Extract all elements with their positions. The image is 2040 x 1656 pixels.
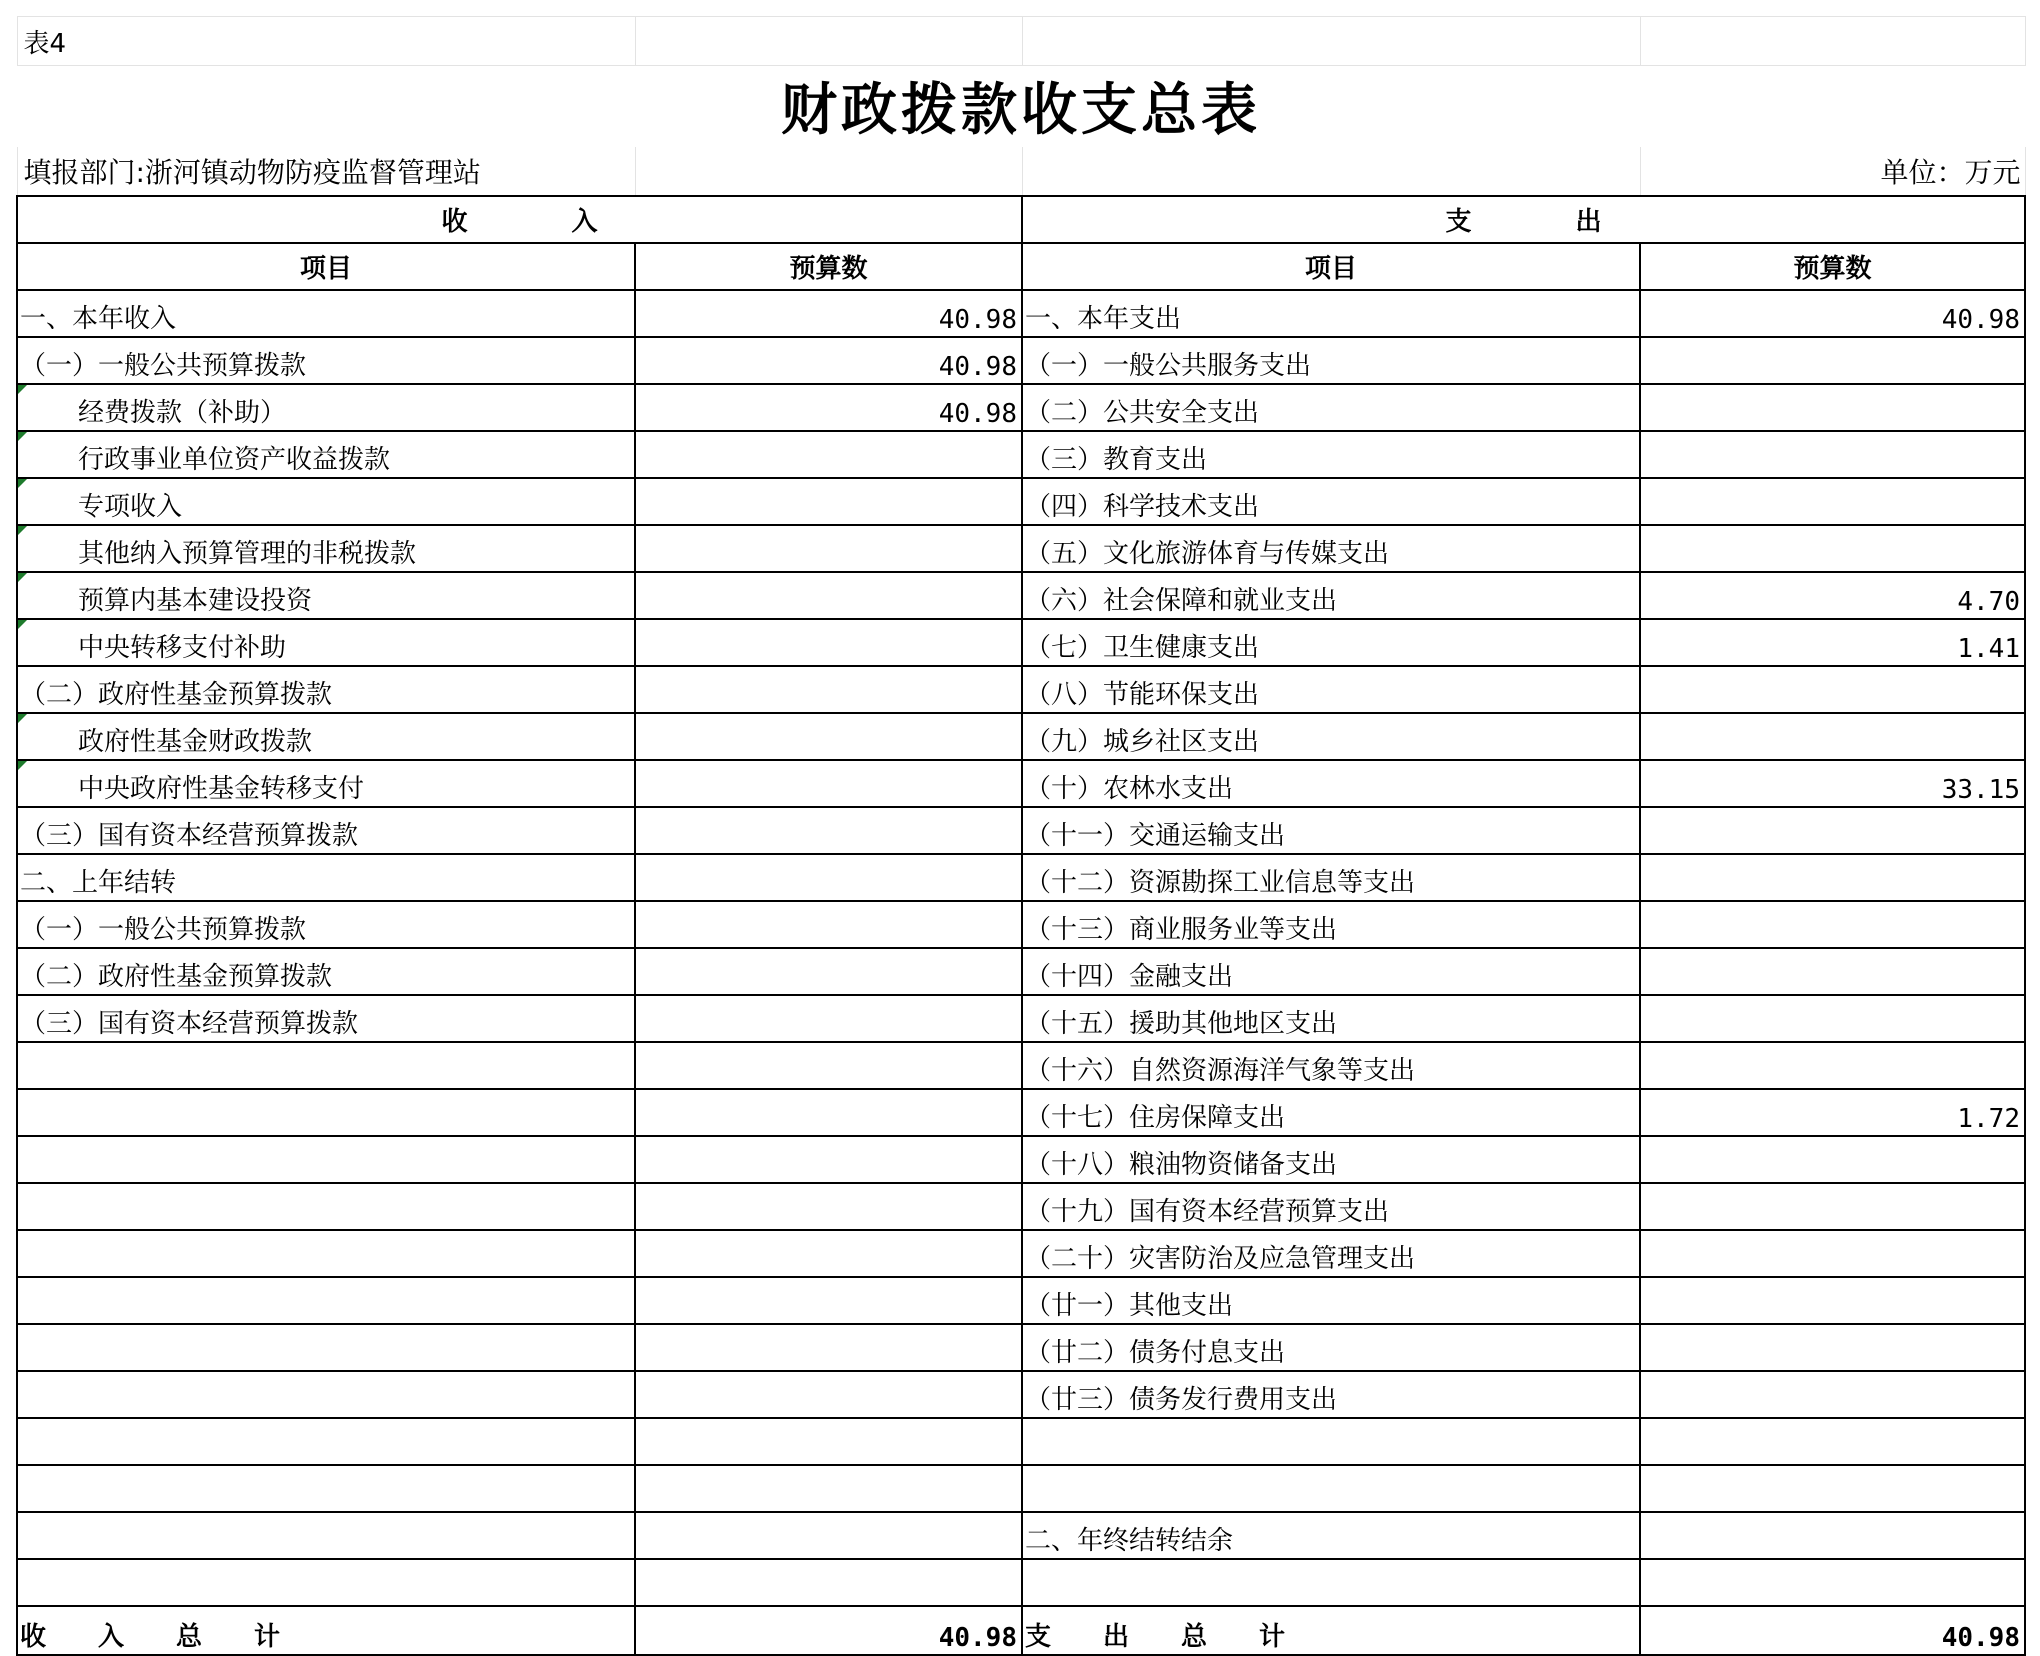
unit-label: 单位：万元 bbox=[1640, 147, 2025, 197]
expense-item-cell[interactable]: （廿三）债务发行费用支出 bbox=[1022, 1371, 1640, 1418]
expense-item-cell[interactable] bbox=[1022, 1559, 1640, 1606]
cell-comment-flag bbox=[18, 385, 27, 394]
total-row bbox=[17, 1606, 2025, 1655]
expense-item-cell[interactable]: （十五）援助其他地区支出 bbox=[1022, 995, 1640, 1042]
expense-item-cell[interactable]: （十四）金融支出 bbox=[1022, 948, 1640, 995]
income-total-label[interactable]: 收 入 总 计 bbox=[17, 1606, 635, 1655]
table-row bbox=[17, 1277, 2025, 1324]
expense-budget-cell[interactable] bbox=[1640, 666, 2025, 713]
cell-comment-flag bbox=[18, 432, 27, 441]
expense-budget-cell[interactable] bbox=[1640, 1136, 2025, 1183]
income-item-cell[interactable]: （三）国有资本经营预算拨款 bbox=[17, 807, 635, 854]
expense-item-cell[interactable]: （七）卫生健康支出 bbox=[1022, 619, 1640, 666]
income-item-cell[interactable]: 中央政府性基金转移支付 bbox=[17, 760, 635, 807]
table-row bbox=[17, 1512, 2025, 1559]
income-item-cell[interactable] bbox=[17, 1512, 635, 1559]
expense-item-cell[interactable]: （九）城乡社区支出 bbox=[1022, 713, 1640, 760]
table-row bbox=[17, 290, 2025, 337]
income-budget-cell[interactable] bbox=[635, 1136, 1022, 1183]
income-item-cell[interactable]: （二）政府性基金预算拨款 bbox=[17, 666, 635, 713]
income-budget-cell[interactable] bbox=[635, 1324, 1022, 1371]
income-item-cell[interactable]: 行政事业单位资产收益拨款 bbox=[17, 431, 635, 478]
expense-budget-cell[interactable] bbox=[1640, 384, 2025, 431]
expense-item-cell[interactable]: （八）节能环保支出 bbox=[1022, 666, 1640, 713]
expense-budget-cell[interactable] bbox=[1640, 337, 2025, 384]
expense-budget-cell[interactable] bbox=[1640, 1465, 2025, 1512]
table-row bbox=[17, 1418, 2025, 1465]
expense-item-cell[interactable] bbox=[1022, 1465, 1640, 1512]
table-row bbox=[17, 995, 2025, 1042]
expense-section-header: 支 出 bbox=[1022, 196, 2025, 243]
table-row bbox=[17, 619, 2025, 666]
income-item-cell[interactable] bbox=[17, 1277, 635, 1324]
expense-item-cell[interactable] bbox=[1022, 1418, 1640, 1465]
empty-cell[interactable] bbox=[1022, 147, 1640, 197]
income-item-cell[interactable]: （一）一般公共预算拨款 bbox=[17, 901, 635, 948]
table-row bbox=[17, 1230, 2025, 1277]
expense-budget-cell[interactable] bbox=[1640, 1324, 2025, 1371]
income-item-cell[interactable] bbox=[17, 1559, 635, 1606]
income-budget-cell[interactable]: 40.98 bbox=[635, 290, 1022, 337]
table-row bbox=[17, 1371, 2025, 1418]
expense-item-cell[interactable]: （十一）交通运输支出 bbox=[1022, 807, 1640, 854]
income-section-header: 收 入 bbox=[17, 196, 1022, 243]
income-budget-cell[interactable] bbox=[635, 666, 1022, 713]
expense-item-cell[interactable]: （五）文化旅游体育与传媒支出 bbox=[1022, 525, 1640, 572]
expense-budget-cell[interactable] bbox=[1640, 1230, 2025, 1277]
expense-budget-cell[interactable]: 33.15 bbox=[1640, 760, 2025, 807]
table-row bbox=[17, 1042, 2025, 1089]
income-item-cell[interactable] bbox=[17, 1183, 635, 1230]
income-budget-cell[interactable] bbox=[635, 572, 1022, 619]
table-row bbox=[17, 1183, 2025, 1230]
table-row bbox=[17, 384, 2025, 431]
cell-comment-flag bbox=[18, 479, 27, 488]
table-row bbox=[17, 760, 2025, 807]
expense-budget-cell[interactable] bbox=[1640, 1559, 2025, 1606]
income-item-cell[interactable]: 专项收入 bbox=[17, 478, 635, 525]
expense-budget-cell[interactable]: 40.98 bbox=[1640, 290, 2025, 337]
table-row bbox=[17, 807, 2025, 854]
income-item-cell[interactable]: （三）国有资本经营预算拨款 bbox=[17, 995, 635, 1042]
budget-table bbox=[16, 16, 2026, 1656]
table-row bbox=[17, 1465, 2025, 1512]
income-budget-cell[interactable] bbox=[635, 431, 1022, 478]
expense-item-cell[interactable]: （十三）商业服务业等支出 bbox=[1022, 901, 1640, 948]
income-budget-header: 预算数 bbox=[635, 243, 1022, 290]
expense-item-cell[interactable]: （十六）自然资源海洋气象等支出 bbox=[1022, 1042, 1640, 1089]
page-title: 财政拨款收支总表 bbox=[17, 66, 2025, 147]
expense-budget-cell[interactable] bbox=[1640, 854, 2025, 901]
income-budget-cell[interactable] bbox=[635, 854, 1022, 901]
expense-budget-cell[interactable] bbox=[1640, 1183, 2025, 1230]
table-row bbox=[17, 713, 2025, 760]
income-item-header: 项目 bbox=[17, 243, 635, 290]
empty-cell[interactable] bbox=[1640, 17, 2025, 66]
income-budget-cell[interactable] bbox=[635, 713, 1022, 760]
table-row bbox=[17, 431, 2025, 478]
expense-budget-cell[interactable]: 1.41 bbox=[1640, 619, 2025, 666]
table-row bbox=[17, 1324, 2025, 1371]
income-total-value[interactable]: 40.98 bbox=[635, 1606, 1022, 1655]
income-budget-cell[interactable] bbox=[635, 948, 1022, 995]
table-row bbox=[17, 1089, 2025, 1136]
income-budget-cell[interactable] bbox=[635, 1418, 1022, 1465]
income-item-cell[interactable]: 一、本年收入 bbox=[17, 290, 635, 337]
income-budget-cell[interactable] bbox=[635, 1465, 1022, 1512]
empty-cell[interactable] bbox=[1022, 17, 1640, 66]
expense-item-cell[interactable]: （六）社会保障和就业支出 bbox=[1022, 572, 1640, 619]
table-row bbox=[17, 525, 2025, 572]
empty-cell[interactable] bbox=[635, 17, 1022, 66]
income-budget-cell[interactable] bbox=[635, 1512, 1022, 1559]
income-item-cell[interactable] bbox=[17, 1324, 635, 1371]
expense-item-cell[interactable]: （三）教育支出 bbox=[1022, 431, 1640, 478]
cell-comment-flag bbox=[18, 620, 27, 629]
income-item-cell[interactable] bbox=[17, 1371, 635, 1418]
expense-budget-cell[interactable]: 4.70 bbox=[1640, 572, 2025, 619]
expense-budget-cell[interactable] bbox=[1640, 713, 2025, 760]
empty-cell[interactable] bbox=[635, 147, 1022, 197]
income-budget-cell[interactable] bbox=[635, 995, 1022, 1042]
income-budget-cell[interactable] bbox=[635, 478, 1022, 525]
income-budget-cell[interactable] bbox=[635, 1183, 1022, 1230]
table-row bbox=[17, 854, 2025, 901]
income-budget-cell[interactable]: 40.98 bbox=[635, 337, 1022, 384]
cell-comment-flag bbox=[18, 714, 27, 723]
expense-budget-cell[interactable] bbox=[1640, 478, 2025, 525]
expense-item-cell[interactable]: （十八）粮油物资储备支出 bbox=[1022, 1136, 1640, 1183]
income-item-cell[interactable]: 预算内基本建设投资 bbox=[17, 572, 635, 619]
income-budget-cell[interactable] bbox=[635, 901, 1022, 948]
expense-budget-cell[interactable] bbox=[1640, 525, 2025, 572]
expense-budget-cell[interactable] bbox=[1640, 431, 2025, 478]
income-item-cell[interactable] bbox=[17, 1230, 635, 1277]
expense-item-cell[interactable]: （十）农林水支出 bbox=[1022, 760, 1640, 807]
income-item-cell[interactable]: 其他纳入预算管理的非税拨款 bbox=[17, 525, 635, 572]
department-label: 填报部门:浙河镇动物防疫监督管理站 bbox=[17, 147, 635, 197]
income-item-cell[interactable] bbox=[17, 1042, 635, 1089]
expense-item-header: 项目 bbox=[1022, 243, 1640, 290]
sheet-label: 表4 bbox=[17, 17, 635, 66]
income-budget-cell[interactable] bbox=[635, 1042, 1022, 1089]
expense-item-cell[interactable]: （二）公共安全支出 bbox=[1022, 384, 1640, 431]
expense-budget-header: 预算数 bbox=[1640, 243, 2025, 290]
income-item-cell[interactable]: 二、上年结转 bbox=[17, 854, 635, 901]
income-item-cell[interactable] bbox=[17, 1089, 635, 1136]
income-budget-cell[interactable] bbox=[635, 1277, 1022, 1324]
income-budget-cell[interactable]: 40.98 bbox=[635, 384, 1022, 431]
expense-budget-cell[interactable] bbox=[1640, 807, 2025, 854]
income-item-cell[interactable]: 经费拨款（补助） bbox=[17, 384, 635, 431]
income-item-cell[interactable] bbox=[17, 1136, 635, 1183]
expense-budget-cell[interactable] bbox=[1640, 1418, 2025, 1465]
cell-comment-flag bbox=[18, 526, 27, 535]
expense-item-cell[interactable]: （廿二）债务付息支出 bbox=[1022, 1324, 1640, 1371]
expense-item-cell[interactable]: （一）一般公共服务支出 bbox=[1022, 337, 1640, 384]
table-row bbox=[17, 478, 2025, 525]
income-budget-cell[interactable] bbox=[635, 760, 1022, 807]
income-budget-cell[interactable] bbox=[635, 525, 1022, 572]
table-row bbox=[17, 666, 2025, 713]
expense-total-label[interactable]: 支 出 总 计 bbox=[1022, 1606, 1640, 1655]
income-budget-cell[interactable] bbox=[635, 807, 1022, 854]
expense-budget-cell[interactable] bbox=[1640, 1277, 2025, 1324]
expense-item-cell[interactable]: （廿一）其他支出 bbox=[1022, 1277, 1640, 1324]
table-row bbox=[17, 1136, 2025, 1183]
income-budget-cell[interactable] bbox=[635, 1089, 1022, 1136]
expense-budget-cell[interactable] bbox=[1640, 995, 2025, 1042]
expense-total-value[interactable]: 40.98 bbox=[1640, 1606, 2025, 1655]
expense-budget-cell[interactable] bbox=[1640, 1042, 2025, 1089]
table-row bbox=[17, 948, 2025, 995]
income-budget-cell[interactable] bbox=[635, 1230, 1022, 1277]
expense-item-cell[interactable]: （十二）资源勘探工业信息等支出 bbox=[1022, 854, 1640, 901]
expense-item-cell[interactable]: （十七）住房保障支出 bbox=[1022, 1089, 1640, 1136]
expense-item-cell[interactable]: 一、本年支出 bbox=[1022, 290, 1640, 337]
table-row bbox=[17, 572, 2025, 619]
cell-comment-flag bbox=[18, 573, 27, 582]
table-row bbox=[17, 901, 2025, 948]
expense-budget-cell[interactable] bbox=[1640, 901, 2025, 948]
expense-budget-cell[interactable] bbox=[1640, 948, 2025, 995]
table-row bbox=[17, 337, 2025, 384]
expense-item-cell[interactable]: 二、年终结转结余 bbox=[1022, 1512, 1640, 1559]
income-item-cell[interactable]: （二）政府性基金预算拨款 bbox=[17, 948, 635, 995]
expense-item-cell[interactable]: （四）科学技术支出 bbox=[1022, 478, 1640, 525]
expense-budget-cell[interactable]: 1.72 bbox=[1640, 1089, 2025, 1136]
expense-budget-cell[interactable] bbox=[1640, 1371, 2025, 1418]
income-item-cell[interactable]: （一）一般公共预算拨款 bbox=[17, 337, 635, 384]
income-item-cell[interactable]: 政府性基金财政拨款 bbox=[17, 713, 635, 760]
expense-budget-cell[interactable] bbox=[1640, 1512, 2025, 1559]
expense-item-cell[interactable]: （二十）灾害防治及应急管理支出 bbox=[1022, 1230, 1640, 1277]
table-row bbox=[17, 1559, 2025, 1606]
income-budget-cell[interactable] bbox=[635, 1371, 1022, 1418]
cell-comment-flag bbox=[18, 761, 27, 770]
income-item-cell[interactable] bbox=[17, 1418, 635, 1465]
income-item-cell[interactable]: 中央转移支付补助 bbox=[17, 619, 635, 666]
spreadsheet bbox=[16, 16, 2026, 1656]
income-item-cell[interactable] bbox=[17, 1465, 635, 1512]
income-budget-cell[interactable] bbox=[635, 619, 1022, 666]
income-budget-cell[interactable] bbox=[635, 1559, 1022, 1606]
expense-item-cell[interactable]: （十九）国有资本经营预算支出 bbox=[1022, 1183, 1640, 1230]
